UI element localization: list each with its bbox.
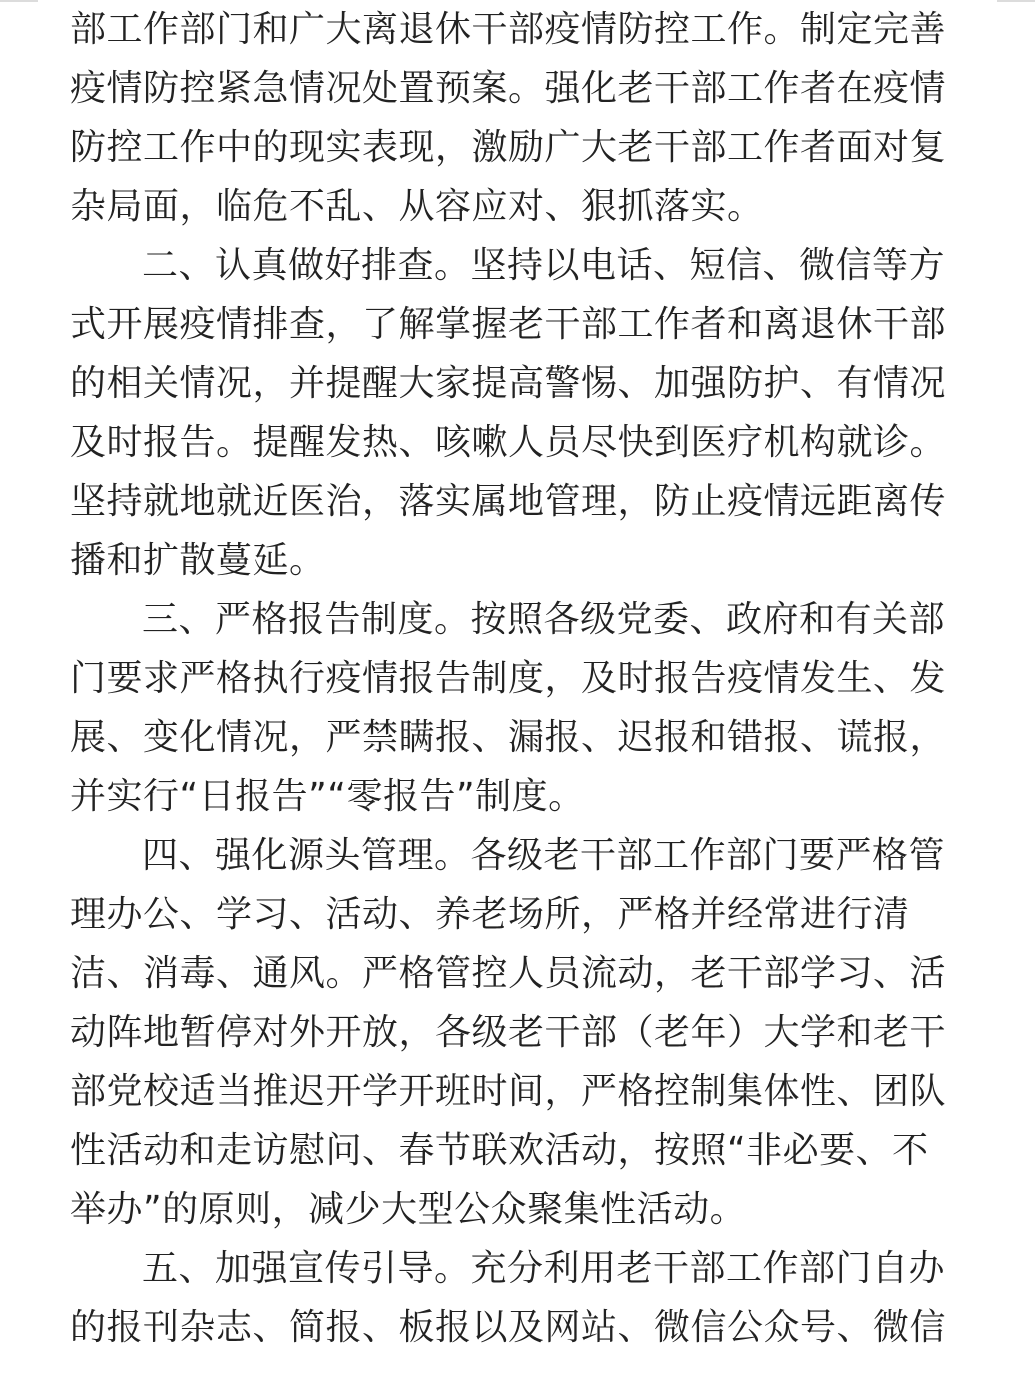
top-edge-line-right bbox=[997, 0, 1035, 2]
document-body bbox=[70, 0, 965, 1357]
paragraph-section-2 bbox=[70, 236, 965, 590]
section-heading-line: 五、加强宣传引导。充分利用老干部工作部门自办 bbox=[142, 1248, 946, 1289]
text-line: 理办公、学习、活动、养老场所，严格并经常进行清 bbox=[70, 894, 910, 935]
text-line: 防控工作中的现实表现，激励广大老干部工作者面对复 bbox=[70, 127, 947, 168]
text-line: 门要求严格执行疫情报告制度，及时报告疫情发生、发 bbox=[70, 658, 947, 699]
text-line: 及时报告。提醒发热、咳嗽人员尽快到医疗机构就诊。 bbox=[70, 422, 947, 463]
text-line: 式开展疫情排查，了解掌握老干部工作者和离退休干部 bbox=[70, 304, 947, 345]
section-heading-line: 四、强化源头管理。各级老干部工作部门要严格管 bbox=[142, 835, 946, 876]
text-line: 洁、消毒、通风。严格管控人员流动，老干部学习、活 bbox=[70, 953, 947, 994]
text-line: 部党校适当推迟开学开班时间，严格控制集体性、团队 bbox=[70, 1071, 947, 1112]
top-edge-line-left bbox=[0, 0, 38, 2]
text-line: 疫情防控紧急情况处置预案。强化老干部工作者在疫情 bbox=[70, 68, 947, 109]
text-line: 动阵地暂停对外开放，各级老干部（老年）大学和老干 bbox=[70, 1012, 947, 1053]
text-line: 杂局面，临危不乱、从容应对、狠抓落实。 bbox=[70, 186, 764, 227]
text-line: 并实行“日报告”“零报告”制度。 bbox=[70, 776, 585, 817]
text-line: 的报刊杂志、简报、板报以及网站、微信公众号、微信 bbox=[70, 1307, 947, 1348]
text-line: 展、变化情况，严禁瞒报、漏报、迟报和错报、谎报， bbox=[70, 717, 947, 758]
paragraph-continued bbox=[70, 0, 965, 236]
paragraph-section-5 bbox=[70, 1239, 965, 1357]
text-line: 的相关情况，并提醒大家提高警惕、加强防护、有情况 bbox=[70, 363, 947, 404]
text-line: 坚持就地就近医治，落实属地管理，防止疫情远距离传 bbox=[70, 481, 947, 522]
text-line: 部工作部门和广大离退休干部疫情防控工作。制定完善 bbox=[70, 9, 947, 50]
text-line: 举办”的原则，减少大型公众聚集性活动。 bbox=[70, 1189, 747, 1230]
section-heading-line: 二、认真做好排查。坚持以电话、短信、微信等方 bbox=[142, 245, 946, 286]
paragraph-section-3 bbox=[70, 590, 965, 826]
paragraph-section-4 bbox=[70, 826, 965, 1239]
text-line: 播和扩散蔓延。 bbox=[70, 540, 326, 581]
section-heading-line: 三、严格报告制度。按照各级党委、政府和有关部 bbox=[142, 599, 946, 640]
text-line: 性活动和走访慰问、春节联欢活动，按照“非必要、不 bbox=[70, 1130, 929, 1171]
